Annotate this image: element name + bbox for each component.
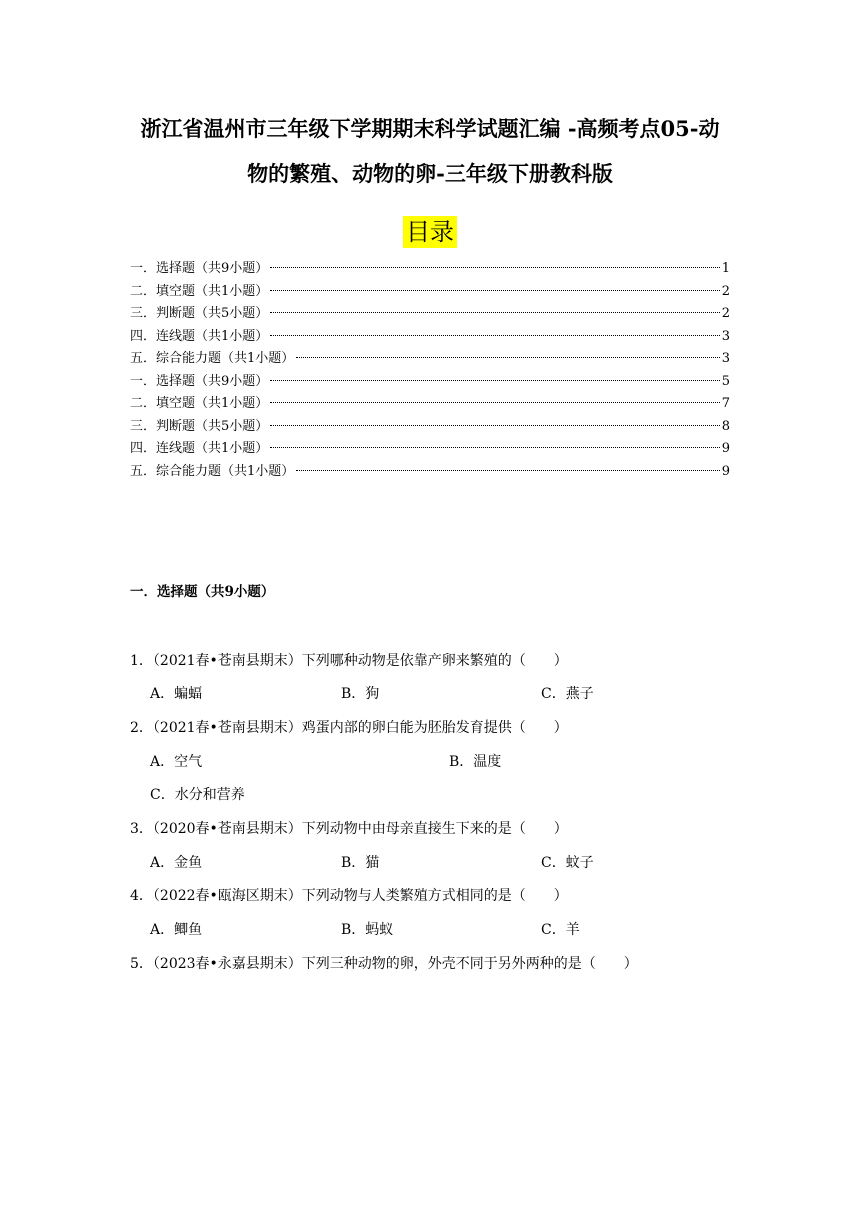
toc-entry-page: 3: [721, 328, 730, 344]
question-option: B．温度: [449, 754, 502, 770]
question-stem: 5．（2023春•永嘉县期末）下列三种动物的卵，外壳不同于另外两种的是（ ）: [130, 956, 638, 972]
toc-heading-text: 目录: [403, 216, 457, 248]
question-option: C．羊: [541, 922, 580, 938]
title-line-1: 浙江省温州市三年级下学期期末科学试题汇编 -高频考点05-动: [140, 116, 720, 141]
toc-leader-dots: [296, 357, 719, 358]
question-option: A．蝙蝠: [150, 686, 203, 702]
toc-entry[interactable]: [130, 326, 730, 349]
toc-entry-page: 2: [721, 283, 730, 299]
toc-leader-dots: [270, 447, 719, 448]
toc-leader-dots: [296, 470, 719, 471]
question-option: A．鲫鱼: [150, 922, 203, 938]
toc-heading: [0, 215, 860, 249]
toc-entry[interactable]: [130, 258, 730, 281]
toc-entry-label: 一．选择题（共9小题）: [130, 373, 269, 389]
toc-entry[interactable]: [130, 393, 730, 416]
toc-entry-label: 一．选择题（共9小题）: [130, 261, 269, 276]
toc-entry-label: 四．连线题（共1小题）: [130, 328, 269, 344]
toc-entry-page: 3: [721, 351, 730, 366]
title-line-2: 物的繁殖、动物的卵-三年级下册教科版: [247, 161, 613, 186]
toc-entry[interactable]: [130, 348, 730, 371]
question-option: B．狗: [341, 686, 380, 702]
toc-leader-dots: [270, 380, 719, 381]
toc-entry[interactable]: [130, 416, 730, 439]
toc-entry-label: 二．填空题（共1小题）: [130, 283, 269, 299]
toc-entry-page: 9: [721, 463, 730, 479]
toc-entry[interactable]: [130, 438, 730, 461]
question-option: A．金鱼: [150, 855, 203, 871]
toc-leader-dots: [270, 402, 719, 403]
question-option: B．蚂蚁: [341, 922, 394, 938]
toc-entry-label: 五．综合能力题（共1小题）: [130, 351, 295, 366]
toc-leader-dots: [270, 267, 719, 268]
document-title: [110, 106, 750, 196]
toc-entry-label: 四．连线题（共1小题）: [130, 441, 269, 456]
toc-entry-label: 三．判断题（共5小题）: [130, 306, 269, 321]
question-stem: 4．（2022春•瓯海区期末）下列动物与人类繁殖方式相同的是（ ）: [130, 888, 568, 904]
toc-leader-dots: [270, 425, 719, 426]
toc-entry-page: 8: [721, 418, 730, 434]
question-option: C．燕子: [541, 686, 594, 702]
toc-entry[interactable]: [130, 303, 730, 326]
toc-entry-label: 三．判断题（共5小题）: [130, 418, 269, 434]
question-option: A．空气: [150, 754, 203, 770]
toc-entry-page: 1: [721, 261, 730, 276]
toc-entry-page: 5: [721, 373, 730, 389]
toc-leader-dots: [270, 312, 719, 313]
question-stem: 1．（2021春•苍南县期末）下列哪种动物是依靠产卵来繁殖的（ ）: [130, 653, 568, 669]
toc-entry[interactable]: [130, 281, 730, 304]
toc-entry-label: 五．综合能力题（共1小题）: [130, 463, 295, 479]
toc-entry-page: 9: [721, 441, 730, 456]
question-stem: 3．（2020春•苍南县期末）下列动物中由母亲直接生下来的是（ ）: [130, 821, 568, 837]
toc-entry[interactable]: [130, 461, 730, 484]
toc-entry[interactable]: [130, 371, 730, 394]
section-heading: 一．选择题（共9小题）: [130, 584, 275, 600]
toc-entry-page: 2: [721, 306, 730, 321]
toc-entry-label: 二．填空题（共1小题）: [130, 396, 269, 411]
toc-leader-dots: [270, 290, 719, 291]
question-stem: 2．（2021春•苍南县期末）鸡蛋内部的卵白能为胚胎发育提供（ ）: [130, 720, 568, 736]
toc-entry-page: 7: [721, 396, 730, 411]
toc-leader-dots: [270, 335, 719, 336]
question-option: C．蚊子: [541, 855, 594, 871]
question-option: C．水分和营养: [150, 787, 245, 803]
question-option: B．猫: [341, 855, 380, 871]
table-of-contents: [130, 258, 730, 483]
